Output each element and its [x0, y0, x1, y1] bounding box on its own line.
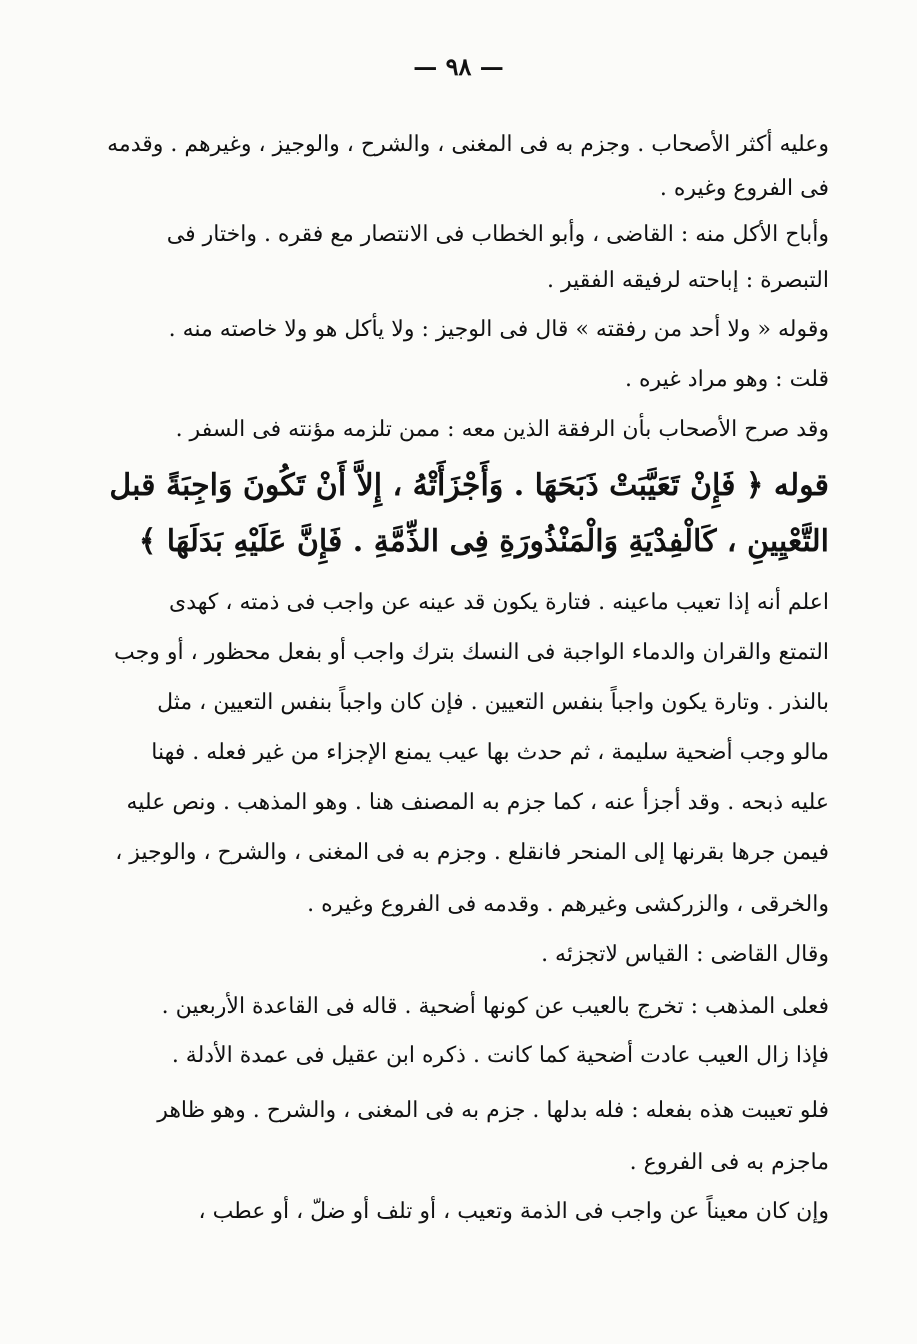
- text-line: وقوله « ولا أحد من رفقته » قال فى الوجيز : ولا يأكل هو ولا خاصته منه .: [168, 317, 829, 342]
- quoted-verse-line: التَّعْيِينِ ، كَالْفِدْيَةِ وَالْمَنْذُورَةِ فِى الذِّمَّةِ . فَإِنَّ عَلَيْهِ بَدَلَهَا ﴾: [138, 524, 829, 559]
- text-line: وقال القاضى : القياس لاتجزئه .: [541, 942, 829, 967]
- text-line: ماجزم به فى الفروع .: [629, 1150, 829, 1175]
- text-line: عليه ذبحه . وقد أجزأ عنه ، كما جزم به المصنف هنا . وهو المذهب . ونص عليه: [126, 790, 829, 815]
- text-line: فعلى المذهب : تخرج بالعيب عن كونها أضحية . قاله فى القاعدة الأربعين .: [161, 994, 829, 1019]
- text-line: التبصرة : إباحته لرفيقه الفقير .: [547, 268, 829, 293]
- text-line: فى الفروع وغيره .: [659, 176, 829, 201]
- text-line: وإن كان معيناً عن واجب فى الذمة وتعيب ، أو تلف أو ضلّ ، أو عطب ،: [198, 1199, 829, 1224]
- text-line: فإذا زال العيب عادت أضحية كما كانت . ذكره ابن عقيل فى عمدة الأدلة .: [171, 1043, 829, 1068]
- page-number: — ٩٨ —: [413, 52, 504, 81]
- text-line: فلو تعيبت هذه بفعله : فله بدلها . جزم به فى المغنى ، والشرح . وهو ظاهر: [157, 1098, 829, 1123]
- text-line: وأباح الأكل منه : القاضى ، وأبو الخطاب فى الانتصار مع فقره . واختار فى: [166, 222, 829, 247]
- text-line: التمتع والقران والدماء الواجبة فى النسك بترك واجب أو بفعل محظور ، أو وجب: [114, 640, 829, 665]
- quoted-verse-line: قوله ﴿ فَإِنْ تَعَيَّبَتْ ذَبَحَهَا . وَأَجْزَأَتْهُ ، إِلاَّ أَنْ تَكُونَ وَاجِبَةً قبل: [109, 468, 829, 503]
- text-line: وقد صرح الأصحاب بأن الرفقة الذين معه : ممن تلزمه مؤنته فى السفر .: [175, 417, 829, 442]
- text-line: اعلم أنه إذا تعيب ماعينه . فتارة يكون قد عينه عن واجب فى ذمته ، كهدى: [169, 590, 829, 615]
- text-line: والخرقى ، والزركشى وغيرهم . وقدمه فى الفروع وغيره .: [307, 892, 829, 917]
- text-line: وعليه أكثر الأصحاب . وجزم به فى المغنى ، والشرح ، والوجيز ، وغيرهم . وقدمه: [107, 132, 829, 157]
- text-line: بالنذر . وتارة يكون واجباً بنفس التعيين . فإن كان واجباً بنفس التعيين ، مثل: [157, 690, 829, 715]
- text-line: فيمن جرها بقرنها إلى المنحر فانقلع . وجزم به فى المغنى ، والشرح ، والوجيز ،: [115, 840, 829, 865]
- text-line: مالو وجب أضحية سليمة ، ثم حدث بها عيب يمنع الإجزاء من غير فعله . فهنا: [151, 740, 829, 765]
- text-line: قلت : وهو مراد غيره .: [624, 367, 829, 392]
